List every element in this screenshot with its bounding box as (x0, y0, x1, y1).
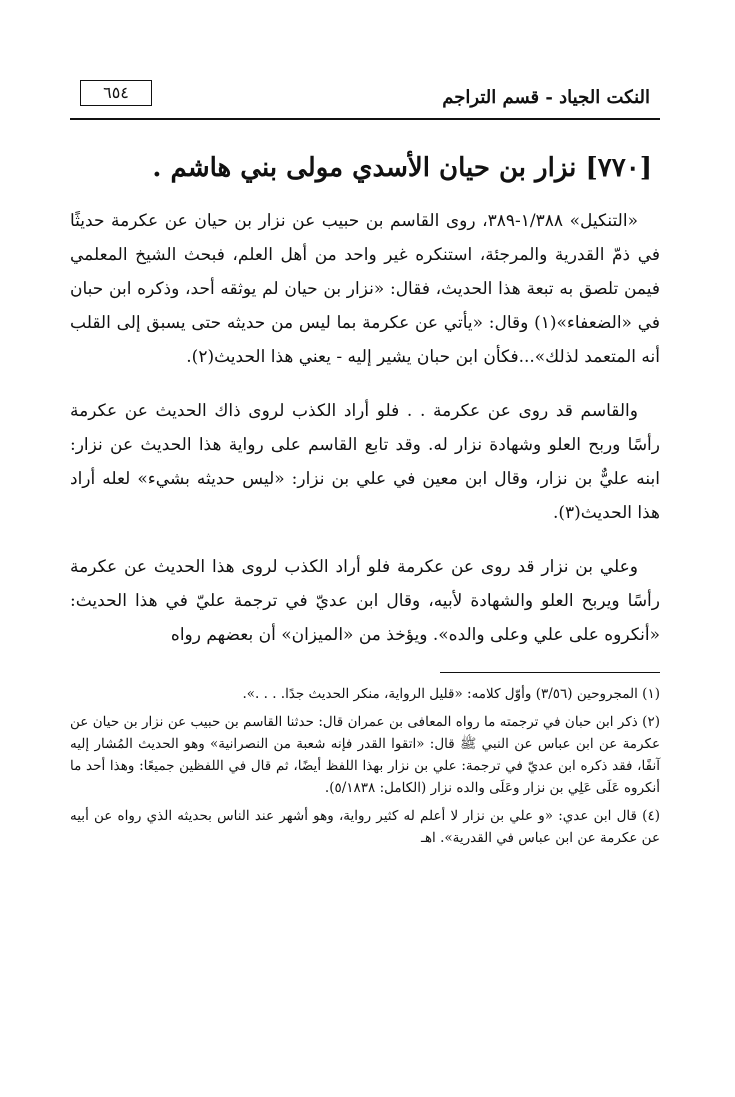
footnote: (١) المجروحين (٣/٥٦) وأوّل كلامه: «قليل الرواية، منكر الحديث جدًا. . . .». (242, 686, 660, 702)
header-rule (70, 118, 660, 120)
paragraph: والقاسم قد روى عن عكرمة . . فلو أراد الكذب لروى ذاك الحديث عن عكرمة رأسًا وربح العلو وشهادة نزار له. وقد تابع القاسم على رواية هذا الحديث عن نزار: ابنه عليٌّ بن نزار، وقال ابن معين في علي بن نزار: «ليس حديثه بشيء» لعله أراد هذا الحديث(٣). (70, 401, 660, 523)
main-text (70, 204, 660, 652)
page-number: ٦٥٤ (80, 80, 152, 106)
footnote: (٢) ذكر ابن حبان في ترجمته ما رواه المعافى بن عمران قال: حدثنا القاسم بن حبيب عن نزار بن حيان عن عكرمة عن ابن عباس عن النبي ﷺ قال: «اتقوا القدر فإنه شعبة من النصرانية» وهو الحديث المُشار إليه آنفًا، فقد ذكره ابن عديّ في ترجمة: علي بن نزار بهذا اللفظ أيضًا، ثم قال في اللفظين جميعًا: وهذا أحد ما أنكروه عَلَى عَلِي بن نزار وعَلَى والده نزار (الكامل: ٥/١٨٣٨). (70, 714, 660, 796)
page-header (70, 68, 660, 120)
paragraph: «التنكيل» ١/٣٨٨-٣٨٩، روى القاسم بن حبيب عن نزار بن حيان عن عكرمة حديثًا في ذمّ القدرية والمرجئة، استنكره غير واحد من أهل العلم، فبحث الشيخ المعلمي فيمن تلصق به تبعة هذا الحديث، فقال: «نزار بن حيان لم يوثقه أحد، وذكره ابن حبان في «الضعفاء»(١) وقال: «يأتي عن عكرمة بما ليس من حديثه حتى يسبق إلى القلب أنه المتعمد لذلك»...فكأن ابن حبان يشير إليه - يعني هذا الحديث(٢). (70, 211, 660, 367)
footnotes (70, 683, 660, 849)
footnote-separator (440, 672, 660, 673)
paragraph: وعلي بن نزار قد روى عن عكرمة فلو أراد الكذب لروى هذا الحديث عن عكرمة رأسًا ويربح العلو والشهادة لأبيه، وقال ابن عديّ في ترجمة عليّ في هذا الحديث: «أنكروه على علي وعلى والده». ويؤخذ من «الميزان» أن بعضهم رواه (70, 557, 660, 645)
book-page (70, 68, 660, 855)
entry-heading: [٧٧٠] نزار بن حيان الأسدي مولى بني هاشم . (152, 153, 652, 183)
footnote: (٤) قال ابن عدي: «و علي بن نزار لا أعلم له كثير رواية، وهو أشهر عند الناس بحديثه الذي رواه عن أبيه عن عكرمة عن ابن عباس في القدرية». اهـ (70, 808, 660, 846)
running-title: النكت الجياد - قسم التراجم (442, 87, 650, 108)
